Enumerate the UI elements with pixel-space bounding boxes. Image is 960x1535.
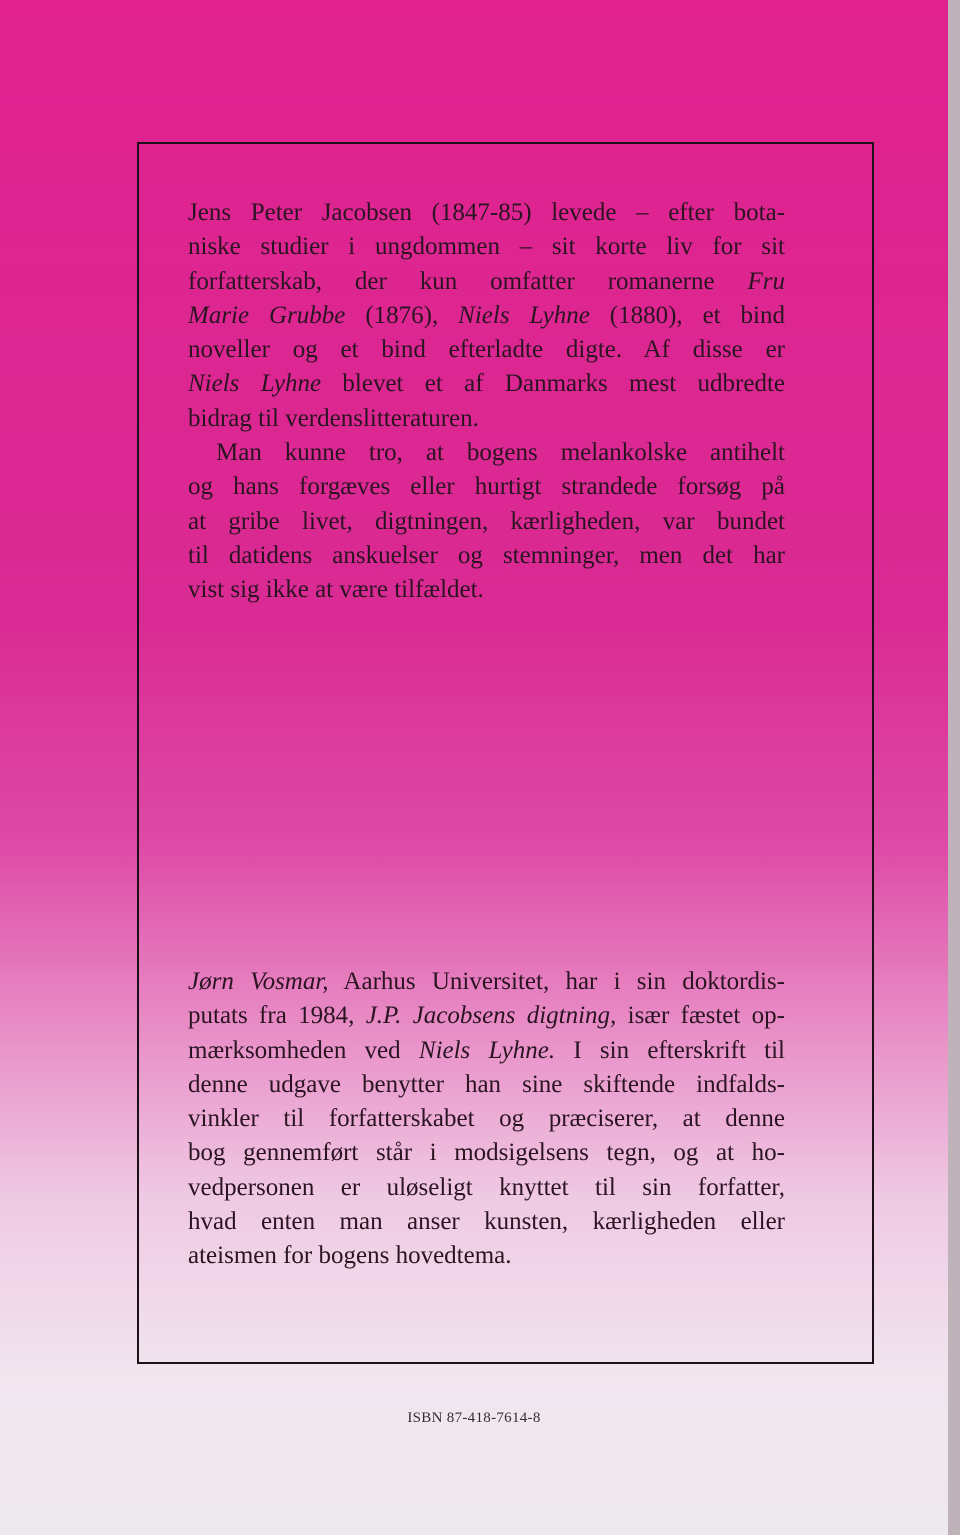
text-line — [188, 265, 785, 299]
text-segment: vist sig ikke at være tilfældet. — [188, 576, 484, 604]
text-line — [188, 1068, 785, 1102]
text-segment: niske studier i ungdommen – sit korte liv for sit — [188, 233, 785, 261]
paragraph-author-bio — [188, 196, 785, 436]
text-segment: Aarhus Universitet, har i sin doktordis- — [328, 968, 785, 995]
text-segment: især fæstet op- — [616, 1002, 785, 1030]
text-segment: blevet et af Danmarks mest udbredte — [321, 370, 785, 398]
text-line — [188, 539, 785, 573]
text-line — [188, 965, 785, 999]
text-line — [188, 1239, 785, 1273]
text-segment: putats fra 1984, — [188, 1002, 366, 1030]
text-line — [188, 573, 785, 607]
text-line — [188, 1034, 785, 1068]
text-segment: at gribe livet, digtningen, kærligheden, var bundet — [188, 507, 785, 535]
text-segment: hvad enten man anser kunsten, kærligheden eller — [188, 1208, 785, 1236]
text-segment: og hans forgæves eller hurtigt strandede forsøg på — [188, 473, 785, 501]
text-line — [188, 367, 785, 401]
text-segment: Man kunne tro, at bogens melankolske antihelt — [216, 439, 785, 466]
isbn-number: ISBN 87-418-7614-8 — [407, 1410, 541, 1426]
text-segment: bidrag til verdenslitteraturen. — [188, 404, 479, 432]
text-segment: vinkler til forfatterskabet og præciserer, at denne — [188, 1105, 785, 1133]
paragraph-afterword-author — [188, 965, 785, 1274]
italic-title-text: Niels Lyhne. — [418, 1036, 556, 1064]
italic-title-text: Niels Lyhne — [188, 370, 322, 398]
text-segment: denne udgave benytter han sine skiftende indfalds- — [188, 1070, 785, 1098]
text-line — [188, 1136, 785, 1170]
text-line — [188, 436, 785, 470]
italic-title-text: Marie Grubbe — [188, 301, 346, 329]
text-line — [188, 402, 785, 436]
italic-title-text: Fru — [747, 267, 785, 295]
text-segment: (1880), et bind — [589, 301, 785, 329]
text-segment: vedpersonen er uløseligt knyttet til sin forfatter, — [188, 1173, 785, 1201]
text-line — [188, 230, 785, 264]
paragraph-novel-description — [188, 436, 785, 607]
text-line — [188, 196, 785, 230]
italic-title-text: Jørn Vosmar, — [188, 968, 329, 995]
text-line — [188, 999, 785, 1033]
text-segment: I sin efterskrift til — [555, 1036, 785, 1064]
text-segment: (1876), — [345, 301, 459, 329]
text-line — [188, 1171, 785, 1205]
text-segment: til datidens anskuelser og stemninger, men det har — [188, 541, 785, 569]
text-segment: Jens Peter Jacobsen (1847-85) levede – efter bota- — [188, 199, 785, 226]
text-segment: bog gennemført står i modsigelsens tegn, og at ho- — [188, 1139, 785, 1167]
text-line — [188, 1102, 785, 1136]
italic-title-text: J.P. Jacobsens digtning, — [365, 1002, 617, 1030]
text-segment: noveller og et bind efterladte digte. Af disse er — [188, 336, 785, 364]
italic-title-text: Niels Lyhne — [458, 301, 590, 329]
text-line — [188, 333, 785, 367]
text-segment: forfatterskab, der kun omfatter romanerne — [188, 267, 748, 295]
text-line — [188, 470, 785, 504]
text-segment: mærksomheden ved — [188, 1036, 419, 1064]
text-line — [188, 505, 785, 539]
text-line — [188, 1205, 785, 1239]
text-line — [188, 299, 785, 333]
text-segment: ateismen for bogens hovedtema. — [188, 1242, 512, 1270]
